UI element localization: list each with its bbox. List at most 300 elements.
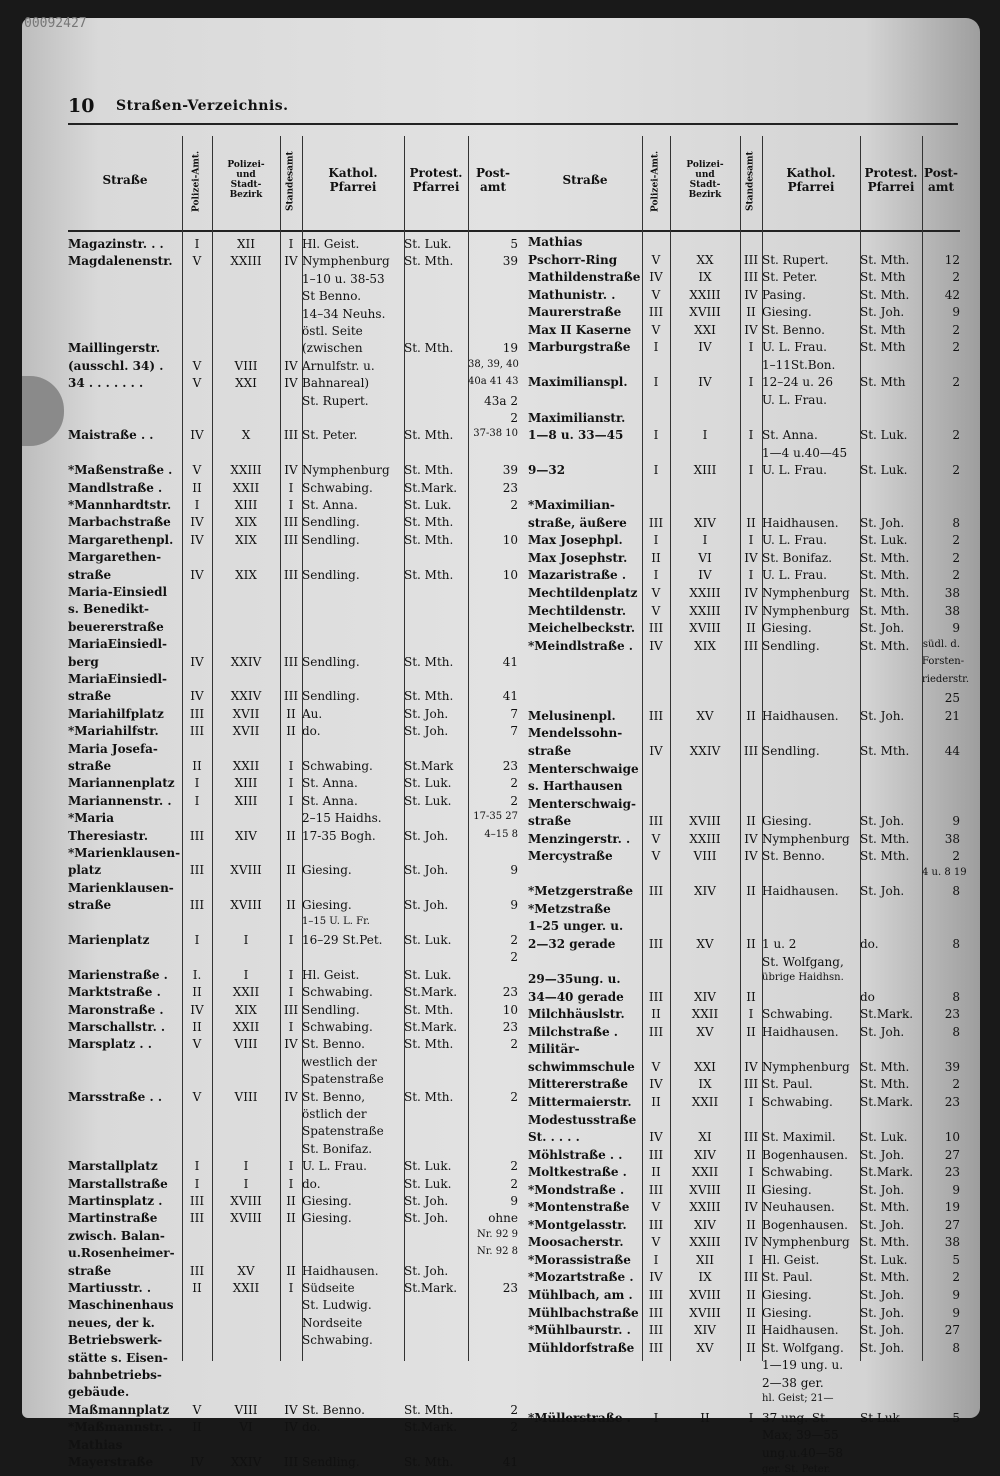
right-cell-bezirk: IX (698, 270, 712, 285)
right-cell-kathol: 37 ung. St. (762, 1410, 829, 1425)
left-cell-protest: St. Joh. (404, 1211, 449, 1226)
right-cell-post: 8 (952, 515, 960, 530)
right-cell-kathol: St. Wolfgang. (762, 1340, 844, 1355)
right-cell-kathol: Bogenhausen. (762, 1147, 848, 1162)
right-cell-kathol: Pasing. (762, 287, 806, 302)
left-cell-amt: II (192, 1020, 202, 1034)
left-header-standesamt: Standesamt (285, 151, 296, 211)
right-cell-post: 2 (952, 322, 960, 337)
left-cell-strasse: berg (68, 654, 99, 669)
left-cell-strasse: Maßmannplatz (68, 1402, 170, 1417)
left-cell-strasse: straße (68, 759, 112, 773)
left-cell-kathol: St. Bonifaz. (302, 1141, 373, 1156)
right-cell-bezirk: XXIV (689, 743, 721, 758)
left-cell-kathol: Sendling. (302, 567, 360, 582)
right-cell-kathol: ger. St. Peter. (762, 1463, 831, 1475)
right-cell-protest: St. Mth (860, 375, 906, 390)
left-cell-kathol: Giesing. (302, 898, 352, 913)
right-cell-protest: St. Mth. (860, 831, 910, 846)
right-cell-amt: I (653, 428, 659, 443)
right-cell-kathol: Max; 39—55 (762, 1428, 839, 1443)
left-cell-stand: II (286, 1263, 296, 1278)
right-cell-stand: II (746, 305, 756, 320)
right-cell-protest: St. Luk. (860, 533, 908, 548)
left-cell-kathol: 1–10 u. 38-53 (302, 271, 385, 286)
left-cell-post: 9 (510, 863, 518, 878)
left-cell-bezirk: VIII (234, 1402, 258, 1417)
right-cell-strasse: Milchhäuslstr. (528, 1007, 625, 1022)
left-cell-post: 2 (510, 793, 518, 808)
right-cell-amt: I (653, 463, 659, 478)
right-cell-protest: St Luk (860, 1410, 900, 1425)
left-cell-stand: IV (284, 376, 298, 391)
right-cell-strasse: Mathunistr. . (528, 287, 616, 302)
right-cell-post: 2 (952, 849, 960, 864)
right-cell-strasse: *Mühlbaurstr. . (528, 1323, 631, 1338)
left-cell-protest: St. Mth. (404, 1455, 454, 1469)
right-cell-kathol: U. L. Frau. (762, 568, 827, 583)
left-cell-strasse: Martinsplatz . (68, 1194, 163, 1208)
left-cell-kathol: St. Anna. (302, 793, 358, 808)
right-cell-post: 23 (944, 1007, 960, 1022)
right-cell-amt: I (653, 340, 659, 355)
left-cell-post: 7 (510, 706, 518, 721)
right-cell-kathol: 2—38 ger. (762, 1375, 824, 1390)
left-cell-kathol: Sendling. (302, 1002, 360, 1017)
left-cell-post: 41 (502, 654, 518, 669)
right-cell-bezirk: IX (698, 1077, 712, 1092)
right-cell-protest: St.Mark. (860, 1094, 914, 1109)
left-cell-amt: III (189, 863, 205, 878)
right-cell-strasse: Mechtildenplatz (528, 586, 638, 600)
left-cell-strasse: Theresiastr. (68, 828, 149, 843)
right-cell-post: 9 (952, 814, 960, 829)
right-cell-kathol: St. Benno. (762, 849, 825, 864)
left-cell-bezirk: I (243, 967, 249, 982)
left-cell-strasse: Magdalenenstr. (68, 254, 173, 269)
left-cell-strasse: Marienstraße . (68, 967, 168, 982)
right-cell-bezirk: XI (698, 1130, 712, 1145)
right-cell-amt: III (648, 1147, 664, 1162)
left-cell-bezirk: XXIV (230, 689, 262, 704)
left-cell-post: 2 (510, 1159, 518, 1174)
right-cell-strasse: s. Harthausen (528, 779, 623, 794)
right-cell-strasse: Maximilianstr. (528, 410, 626, 425)
right-cell-strasse: Mühlbachstraße (528, 1305, 639, 1320)
right-cell-post: 9 (952, 1182, 960, 1197)
left-cell-strasse: Maistraße . . (68, 428, 154, 443)
left-cell-bezirk: I (243, 1159, 249, 1174)
left-cell-kathol: Giesing. (302, 1194, 352, 1208)
left-cell-stand: I (288, 237, 294, 251)
right-cell-strasse: Pschorr-Ring (528, 252, 618, 267)
left-cell-kathol: Au. (302, 706, 323, 721)
right-cell-amt: III (648, 1340, 664, 1355)
right-cell-kathol: hl. Geist; 21— (762, 1393, 834, 1405)
left-cell-protest: St. Joh. (404, 828, 449, 843)
left-cell-kathol: 1–15 U. L. Fr. (302, 915, 370, 927)
left-cell-post: 39 (502, 254, 518, 269)
right-header-protest-pfarrei: Protest. Pfarrei (864, 166, 918, 194)
right-cell-protest: St. Mth. (860, 1077, 910, 1092)
left-cell-strasse: Margarethen- (68, 550, 162, 565)
left-cell-protest: St. Joh. (404, 863, 449, 878)
right-cell-strasse: Menterschwaige (528, 761, 639, 776)
right-cell-bezirk: XIV (694, 1217, 716, 1232)
right-header-kathol-pfarrei: Kathol. Pfarrei (786, 166, 836, 194)
right-cell-post: 2 (952, 463, 960, 478)
right-cell-bezirk: XXII (691, 1165, 719, 1180)
right-header-standesamt: Standesamt (745, 151, 756, 211)
left-cell-bezirk: XVIII (230, 898, 262, 913)
left-cell-strasse: stätte s. Eisen- (68, 1350, 168, 1365)
left-cell-post: 10 (502, 567, 518, 582)
right-cell-kathol: Schwabing. (762, 1007, 833, 1022)
right-cell-bezirk: XIX (694, 638, 716, 653)
right-cell-stand: III (743, 252, 759, 267)
left-cell-post: 41 (502, 689, 518, 704)
left-cell-protest: St. Mth. (404, 515, 454, 530)
right-cell-stand: I (748, 1007, 754, 1022)
left-cell-strasse: Maschinenhaus (68, 1298, 174, 1313)
left-cell-protest: St. Mth. (404, 1002, 454, 1017)
right-cell-strasse: straße (528, 814, 572, 829)
right-cell-bezirk: XXI (694, 322, 716, 337)
left-cell-kathol: St. Benno. (302, 1402, 365, 1417)
left-cell-stand: III (283, 515, 299, 530)
left-cell-amt: III (189, 828, 205, 843)
right-cell-protest: St. Joh. (860, 621, 905, 636)
right-cell-kathol: St. Paul. (762, 1270, 813, 1285)
left-cell-strasse: Mariahilfplatz (68, 706, 164, 721)
right-cell-amt: V (651, 586, 661, 600)
left-cell-post: 37-38 10 (473, 428, 518, 440)
left-cell-stand: III (283, 428, 299, 443)
right-cell-bezirk: I (702, 533, 708, 548)
scan-id: 00092427 (24, 16, 87, 31)
left-cell-kathol: Sendling. (302, 1455, 360, 1469)
right-cell-strasse: Möhlstraße . . (528, 1147, 623, 1162)
running-head (68, 93, 958, 125)
left-cell-stand: IV (284, 1037, 298, 1052)
right-cell-kathol: Giesing. (762, 621, 812, 636)
right-cell-amt: V (651, 603, 661, 618)
right-cell-amt: III (648, 937, 664, 951)
left-cell-post: 9 (510, 1194, 518, 1208)
left-cell-strasse: straße (68, 689, 112, 704)
left-cell-kathol: Schwabing. (302, 759, 373, 773)
right-cell-amt: I (653, 1252, 659, 1267)
right-cell-stand: III (743, 1130, 759, 1145)
left-cell-strasse: Mariannenplatz (68, 776, 175, 791)
left-cell-bezirk: VIII (234, 1089, 258, 1104)
left-cell-stand: II (286, 1211, 296, 1226)
right-cell-kathol: Giesing. (762, 1305, 812, 1320)
left-cell-strasse: Margarethenpl. (68, 532, 174, 547)
right-cell-strasse: 1–25 unger. u. (528, 919, 624, 934)
left-cell-bezirk: VIII (234, 358, 258, 373)
left-cell-strasse: s. Benedikt- (68, 602, 150, 617)
right-cell-strasse: straße, äußere (528, 515, 627, 530)
right-cell-amt: III (648, 1217, 664, 1232)
right-cell-bezirk: XXIII (689, 831, 721, 846)
left-cell-strasse: platz (68, 863, 102, 878)
right-cell-strasse: Militär- (528, 1042, 580, 1057)
right-cell-amt: III (648, 1305, 664, 1320)
right-cell-strasse: Maximilianspl. (528, 375, 628, 390)
right-cell-strasse: 2—32 gerade (528, 937, 616, 951)
left-cell-strasse: zwisch. Balan- (68, 1228, 165, 1243)
left-cell-amt: III (189, 706, 205, 721)
right-cell-stand: I (748, 340, 754, 355)
left-cell-kathol: Sendling. (302, 689, 360, 704)
right-cell-protest: St.Mark. (860, 1007, 914, 1022)
right-cell-protest: St. Joh. (860, 1323, 905, 1338)
left-cell-kathol: Hl. Geist. (302, 967, 360, 982)
left-cell-post: 2 (510, 1037, 518, 1052)
left-cell-strasse: *Mariahilfstr. (68, 724, 159, 739)
right-cell-strasse: Milchstraße . (528, 1024, 618, 1039)
right-cell-kathol: Giesing. (762, 1182, 812, 1197)
left-cell-strasse: *Mannhardtstr. (68, 498, 172, 512)
left-cell-stand: II (286, 828, 296, 843)
left-cell-kathol: Südseite (302, 1281, 355, 1295)
left-cell-amt: II (192, 1281, 202, 1295)
right-cell-post: 9 (952, 305, 960, 320)
right-cell-amt: I (653, 568, 659, 583)
right-cell-amt: III (648, 884, 664, 899)
right-cell-post: 8 (952, 1024, 960, 1039)
right-cell-protest: St.Mark. (860, 1165, 914, 1180)
left-cell-post: 7 (510, 724, 518, 739)
left-cell-protest: St. Luk. (404, 967, 452, 982)
left-cell-protest: St. Mth. (404, 463, 454, 478)
right-cell-kathol: Hl. Geist. (762, 1252, 820, 1267)
right-cell-protest: St. Mth. (860, 287, 910, 302)
left-cell-stand: I (288, 793, 294, 808)
right-cell-protest: St. Mth (860, 270, 906, 285)
left-cell-stand: I (288, 759, 294, 773)
left-cell-post: 41 (502, 1455, 518, 1469)
left-cell-strasse: Maria-Einsiedl (68, 585, 168, 599)
left-cell-protest: St. Luk. (404, 498, 452, 512)
right-cell-amt: III (648, 989, 664, 1004)
left-cell-kathol: Arnulfstr. u. (302, 358, 375, 373)
left-cell-protest: St. Mth. (404, 1402, 454, 1417)
left-cell-post: 2 (510, 776, 518, 791)
right-cell-amt: V (651, 1235, 661, 1250)
right-cell-stand: II (746, 937, 756, 951)
left-cell-bezirk: XXII (232, 480, 260, 495)
left-cell-strasse: Maria Josefa- (68, 741, 158, 756)
left-cell-strasse: Marienklausen- (68, 880, 174, 895)
left-cell-stand: II (286, 1194, 296, 1208)
right-cell-protest: do (860, 989, 875, 1004)
right-cell-post: 23 (944, 1094, 960, 1109)
right-cell-protest: St. Mth. (860, 550, 910, 565)
right-cell-kathol: St. Rupert. (762, 252, 829, 267)
right-cell-amt: III (648, 1323, 664, 1338)
right-cell-bezirk: VI (698, 550, 712, 565)
left-cell-amt: III (189, 1263, 205, 1278)
right-cell-post: 8 (952, 989, 960, 1004)
left-cell-amt: IV (190, 532, 204, 547)
right-cell-strasse: Moltkestraße . (528, 1165, 627, 1180)
right-cell-bezirk: XXI (694, 1059, 716, 1074)
right-cell-strasse: Menterschwaig- (528, 796, 636, 811)
right-cell-bezirk: XVIII (689, 1305, 721, 1320)
right-cell-amt: V (651, 322, 661, 337)
left-cell-kathol: St. Benno. (302, 1037, 365, 1052)
right-cell-post: 27 (944, 1323, 960, 1338)
header-rule (68, 230, 960, 232)
right-cell-kathol: Haidhausen. (762, 1323, 839, 1338)
left-cell-post: 2 (510, 411, 518, 425)
left-cell-bezirk: XVIII (230, 1194, 262, 1208)
left-cell-strasse: straße (68, 567, 112, 582)
right-cell-stand: I (748, 1165, 754, 1180)
left-cell-strasse: u.Rosenheimer- (68, 1246, 175, 1261)
right-cell-stand: II (746, 1182, 756, 1197)
left-cell-post: 4–15 8 (484, 828, 518, 840)
left-cell-bezirk: VI (239, 1420, 253, 1435)
left-cell-strasse: *Maßmannstr. . (68, 1420, 173, 1435)
right-cell-amt: III (648, 621, 664, 636)
right-cell-stand: II (746, 515, 756, 530)
right-cell-strasse: Mendelssohn- (528, 726, 623, 741)
right-cell-kathol: ung.u.40—58 (762, 1445, 844, 1460)
right-cell-stand: III (743, 1077, 759, 1092)
right-cell-bezirk: XV (696, 708, 714, 723)
left-cell-bezirk: XXII (232, 1020, 260, 1034)
left-cell-stand: IV (284, 254, 298, 269)
right-cell-strasse: Mathias (528, 235, 583, 249)
right-cell-bezirk: XIV (694, 1323, 716, 1338)
left-cell-kathol: St. Ludwig. (302, 1298, 372, 1313)
left-cell-stand: III (283, 1002, 299, 1017)
right-cell-kathol: St. Bonifaz. (762, 550, 833, 565)
left-cell-kathol: Haidhausen. (302, 1263, 379, 1278)
right-cell-bezirk: XVIII (689, 1182, 721, 1197)
running-head-title: Straßen-Verzeichnis. (116, 98, 289, 114)
right-cell-kathol: Giesing. (762, 1288, 812, 1302)
right-cell-stand: III (743, 743, 759, 758)
left-cell-bezirk: XV (237, 1263, 255, 1278)
right-cell-amt: II (651, 1007, 661, 1022)
right-cell-protest: St. Mth. (860, 1200, 910, 1215)
right-header-postamt: Post- amt (924, 166, 958, 194)
right-cell-bezirk: XVIII (689, 1288, 721, 1302)
left-cell-protest: St. Luk. (404, 776, 452, 791)
left-cell-stand: IV (284, 463, 298, 478)
right-cell-amt: IV (649, 1270, 663, 1285)
right-cell-amt: IV (649, 743, 663, 758)
left-cell-amt: V (192, 463, 202, 478)
right-cell-strasse: Mühldorfstraße (528, 1340, 635, 1355)
right-cell-bezirk: XIV (694, 884, 716, 899)
right-cell-strasse: Max II Kaserne (528, 322, 632, 337)
right-cell-amt: III (648, 1024, 664, 1039)
right-cell-post: 21 (944, 708, 960, 723)
left-cell-kathol: Schwabing. (302, 985, 373, 1000)
left-cell-bezirk: XXII (232, 1281, 260, 1295)
left-cell-post: 2 (510, 498, 518, 512)
left-cell-post: 2 (510, 933, 518, 947)
right-cell-strasse: Mittermaierstr. (528, 1094, 632, 1109)
right-cell-stand: I (748, 568, 754, 583)
right-cell-kathol: St. Anna. (762, 428, 818, 443)
right-cell-strasse: Marburgstraße (528, 340, 631, 355)
right-cell-amt: IV (649, 1077, 663, 1092)
left-cell-strasse: bahnbetriebs- (68, 1368, 162, 1382)
left-cell-amt: IV (190, 1002, 204, 1017)
left-cell-protest: St.Mark (404, 759, 454, 773)
left-cell-post: 17-35 27 (473, 811, 518, 823)
left-cell-kathol: St. Peter. (302, 428, 358, 443)
left-cell-amt: V (192, 254, 202, 269)
left-cell-post: 2 (510, 1089, 518, 1104)
left-cell-kathol: St. Rupert. (302, 393, 369, 408)
right-cell-kathol: 1 u. 2 (762, 937, 797, 951)
left-cell-bezirk: VIII (234, 1037, 258, 1052)
right-cell-stand: IV (744, 1200, 758, 1215)
right-cell-post: 8 (952, 884, 960, 899)
right-cell-post: 5 (952, 1252, 960, 1267)
left-cell-amt: II (192, 985, 202, 1000)
left-cell-bezirk: XIX (235, 515, 257, 530)
left-cell-kathol: Schwabing. (302, 1333, 373, 1348)
left-cell-protest: St.Mark. (404, 1281, 458, 1295)
right-cell-protest: St. Mth (860, 340, 906, 355)
right-cell-strasse: 9—32 (528, 463, 566, 478)
left-cell-bezirk: XVII (232, 706, 260, 721)
left-cell-bezirk: X (241, 428, 251, 443)
right-cell-protest: St. Mth. (860, 568, 910, 583)
right-cell-stand: I (748, 1252, 754, 1267)
left-cell-amt: IV (190, 1455, 204, 1469)
left-cell-protest: St.Mark. (404, 1020, 458, 1034)
left-cell-amt: I (194, 793, 200, 808)
left-cell-stand: I (288, 985, 294, 1000)
right-cell-bezirk: XVIII (689, 621, 721, 636)
left-cell-post: 2 (510, 950, 518, 965)
left-cell-kathol: Hl. Geist. (302, 237, 360, 251)
right-cell-kathol: 1—4 u.40—45 (762, 445, 848, 460)
left-cell-strasse: Marsstraße . . (68, 1089, 162, 1104)
left-header-strasse: Straße (102, 173, 148, 188)
right-cell-kathol: Sendling. (762, 638, 820, 653)
right-cell-amt: I (653, 375, 659, 390)
left-cell-protest: St. Luk. (404, 1159, 452, 1174)
right-cell-kathol: U. L. Frau. (762, 340, 827, 355)
left-cell-stand: I (288, 1159, 294, 1174)
right-cell-protest: St. Joh. (860, 515, 905, 530)
left-cell-bezirk: XXIII (230, 254, 262, 269)
right-cell-protest: St. Mth. (860, 603, 910, 618)
left-cell-stand: III (283, 654, 299, 669)
right-cell-strasse: *Müllerstraße . (528, 1410, 631, 1425)
left-cell-protest: St.Mark. (404, 985, 458, 1000)
left-cell-protest: St. Mth. (404, 689, 454, 704)
right-cell-post: 8 (952, 937, 960, 951)
left-cell-protest: St. Mth. (404, 1037, 454, 1052)
right-cell-post: Forsten- (922, 656, 965, 668)
left-cell-strasse: Maronstraße . (68, 1002, 164, 1017)
right-cell-post: 9 (952, 1305, 960, 1320)
right-cell-bezirk: XVIII (689, 305, 721, 320)
right-cell-post: 2 (952, 533, 960, 548)
left-cell-amt: V (192, 1402, 202, 1417)
